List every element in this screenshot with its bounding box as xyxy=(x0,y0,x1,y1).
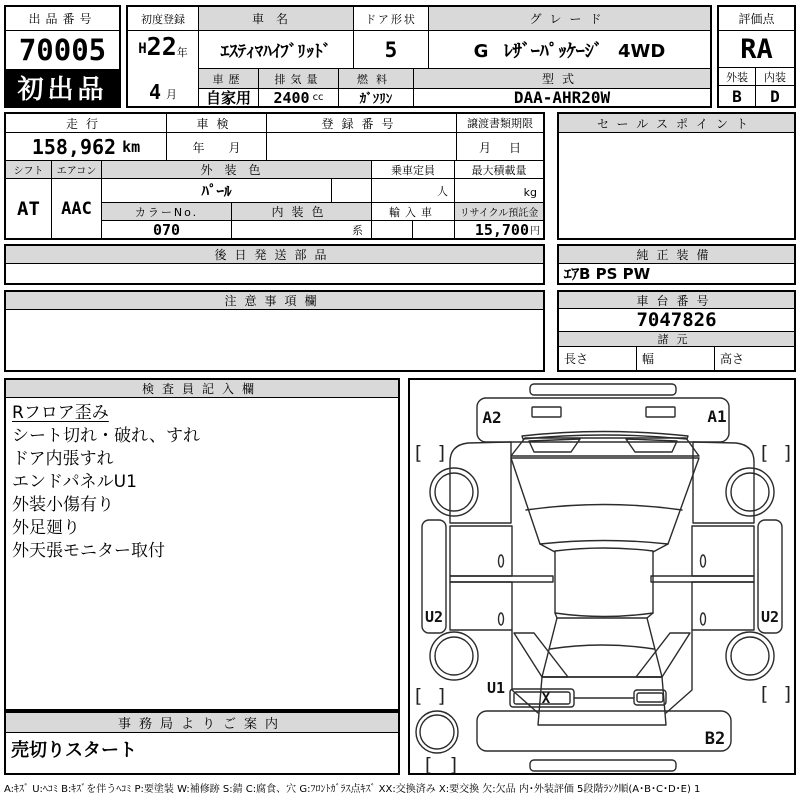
front-wheel-left xyxy=(430,468,478,516)
door-handle-right-rear xyxy=(701,613,706,625)
inspection-year-label: 年 xyxy=(192,141,205,155)
recycle-value-cell xyxy=(455,221,543,238)
capacity-value: 人 xyxy=(372,179,455,203)
lot-number: 70005 xyxy=(18,33,107,67)
pillar-connectors-rear xyxy=(555,613,653,618)
specs-length-label: 長さ xyxy=(559,347,637,370)
capacity-header: 乗車定員 xyxy=(372,161,455,179)
displacement-value-cell xyxy=(259,89,339,106)
mileage-value-cell xyxy=(6,133,167,161)
damage-code-legend: A:ｷｽﾞ U:ﾍｺﾐ B:ｷｽﾞを伴うﾍｺﾐ P:要塗装 W:補修跡 S:錆 C:腐食、穴 G:ﾌﾛﾝﾄｶﾞﾗｽ点ｷｽﾞ XX:交換済み X:要交換 欠:欠品 内･外装評価 5段階ﾗﾝｸ順(A･B･C･D･E) 1 xyxy=(4,784,701,795)
grade-value: G ﾚｻﾞｰﾊﾟｯｹｰｼﾞ 4WD xyxy=(429,31,710,69)
recycle-header: リサイクル預託金 xyxy=(455,203,543,221)
specs-height-label: 高さ xyxy=(720,352,745,366)
caution-value xyxy=(6,310,543,370)
interior-color-value: 系 xyxy=(232,221,372,238)
rear-wheel-left-inner xyxy=(435,637,473,675)
bracket-mark: [ xyxy=(758,683,770,705)
car-name-value: ｴｽﾃｨﾏﾊｲﾌﾞﾘｯﾄﾞ xyxy=(199,31,354,69)
specs-width-label: 幅 xyxy=(637,347,715,370)
wiper-right xyxy=(626,439,677,452)
roof-strip xyxy=(530,384,676,395)
bracket-mark: ] xyxy=(782,442,794,464)
damage-marker-a1: A1 xyxy=(707,407,727,426)
exterior-color-value: ﾊﾟｰﾙ xyxy=(102,179,332,203)
door-handle-left-front xyxy=(499,555,504,567)
lot-number-header: 出品番号 xyxy=(6,7,119,31)
import-car-cell-1 xyxy=(372,221,413,238)
spare-tire-inner xyxy=(420,715,454,749)
first-reg-month-unit: 月 xyxy=(166,88,178,101)
score-block xyxy=(717,5,796,108)
first-listing-badge: 初出品 xyxy=(6,69,119,106)
office-notice-block xyxy=(4,711,400,775)
aircon-value: AAC xyxy=(52,179,102,238)
registration-number-value xyxy=(267,133,457,161)
later-parts-header: 後日発送部品 xyxy=(6,246,543,264)
mileage-header: 走行 xyxy=(6,114,167,133)
first-reg-year: 22 xyxy=(146,32,177,61)
bracket-mark: ] xyxy=(448,754,460,773)
bracket-mark: ] xyxy=(782,683,794,705)
displacement-value: 2400 xyxy=(273,89,310,106)
aircon-header: エアコン xyxy=(52,161,102,179)
front-door-right xyxy=(692,526,754,576)
fuel-header: 燃料 xyxy=(339,69,414,89)
exterior-color-header: 外装色 xyxy=(102,161,372,179)
caution-header: 注意事項欄 xyxy=(6,292,543,310)
taillight-right-outer xyxy=(634,690,666,705)
bracket-mark: [ xyxy=(412,442,424,464)
bracket-mark: [ xyxy=(422,754,434,773)
exterior-color-sub-cell xyxy=(332,179,372,203)
inspector-note-line: シート切れ・破れ、すれ xyxy=(12,426,201,446)
color-no-value: 070 xyxy=(102,221,232,238)
front-door-left xyxy=(450,526,512,576)
inspector-note-line: 外装小傷有り xyxy=(12,495,114,515)
inspector-block xyxy=(4,378,400,711)
rear-wheel-left xyxy=(430,632,478,680)
bracket-mark: [ xyxy=(412,685,424,707)
door-handle-left-rear xyxy=(499,613,504,625)
inspector-note-line: 外足廻り xyxy=(12,518,80,538)
taillight-right-inner xyxy=(637,693,663,702)
car-damage-diagram xyxy=(410,380,794,773)
quarter-panel-right xyxy=(636,633,690,677)
registration-number-header: 登録番号 xyxy=(267,114,457,133)
rear-window-curve xyxy=(550,645,654,649)
max-load-header: 最大積載量 xyxy=(455,161,543,179)
inspection-header: 車検 xyxy=(167,114,267,133)
max-load-value: kg xyxy=(455,179,543,203)
bottom-strip xyxy=(530,760,676,771)
tailgate xyxy=(538,677,666,725)
inspector-note-line: ドア内張すれ xyxy=(12,449,114,469)
bracket-mark: [ xyxy=(758,442,770,464)
rear-bumper-outline xyxy=(477,711,731,751)
score-header: 評価点 xyxy=(719,7,794,31)
quarter-panel-left xyxy=(514,633,568,677)
first-reg-month: 4 xyxy=(148,80,162,104)
chassis-no-value: 7047826 xyxy=(559,309,794,332)
cabin-floor xyxy=(555,548,653,617)
model-code-value: DAA-AHR20W xyxy=(513,89,611,106)
chassis-no-header: 車台番号 xyxy=(559,292,794,309)
first-registration-value xyxy=(128,31,199,106)
interior-color-header: 内装色 xyxy=(232,203,372,221)
history-header: 車歴 xyxy=(199,69,259,89)
bracket-mark: ] xyxy=(436,685,448,707)
first-reg-era: H xyxy=(138,41,147,57)
sales-point-block xyxy=(557,112,796,240)
rear-wheel-right xyxy=(726,632,774,680)
displacement-unit: cc xyxy=(312,92,324,103)
mileage-unit: km xyxy=(122,137,141,156)
chassis-block xyxy=(557,290,796,372)
exterior-score-value: B xyxy=(719,86,756,106)
roof-panel xyxy=(511,458,699,544)
front-plate-right xyxy=(646,407,675,417)
shift-header: シフト xyxy=(6,161,52,179)
deadline-day-label: 日 xyxy=(509,141,522,155)
door-shape-header: ドア形状 xyxy=(354,7,429,31)
sales-point-header: セールスポイント xyxy=(559,114,794,133)
mileage-block xyxy=(4,112,545,240)
door-shape-value: 5 xyxy=(354,31,429,69)
damage-marker-a2: A2 xyxy=(482,408,502,427)
transfer-deadline-header: 譲渡書類期限 xyxy=(457,114,543,133)
interior-score-header: 内装 xyxy=(756,68,794,86)
damage-marker-u1: U1 xyxy=(486,679,506,697)
transfer-deadline-value xyxy=(457,133,543,161)
vehicle-info-block xyxy=(126,5,712,108)
inspector-note-line: エンドパネルU1 xyxy=(12,472,137,492)
later-parts-block xyxy=(4,244,545,285)
displacement-header: 排気量 xyxy=(259,69,339,89)
office-notice-value: 売切りスタート xyxy=(11,740,137,761)
damage-diagram-block xyxy=(408,378,796,775)
door-handle-right-front xyxy=(701,555,706,567)
import-car-cell-2 xyxy=(413,221,455,238)
inspection-value xyxy=(167,133,267,161)
front-wheel-right xyxy=(726,468,774,516)
interior-score-value: D xyxy=(770,86,780,106)
later-parts-value xyxy=(6,264,543,283)
first-registration-header: 初度登録 xyxy=(128,7,199,31)
bracket-mark: ] xyxy=(436,442,448,464)
office-notice-header: 事務局よりご案内 xyxy=(6,713,398,733)
oem-equipment-block xyxy=(557,244,796,285)
sales-point-value xyxy=(559,133,794,238)
model-code-header: 型式 xyxy=(414,69,710,89)
front-plate-left xyxy=(532,407,561,417)
recycle-unit: 円 xyxy=(530,226,540,237)
exterior-score-header: 外装 xyxy=(719,68,756,86)
deadline-month-label: 月 xyxy=(478,141,491,155)
grade-header: グレード xyxy=(429,7,710,31)
car-name-header: 車名 xyxy=(199,7,354,31)
damage-marker-u2-left: U2 xyxy=(424,608,444,626)
mileage-value: 158,962 xyxy=(31,134,117,159)
first-reg-year-unit: 年 xyxy=(176,46,188,59)
spare-tire xyxy=(416,711,458,753)
inspector-notes xyxy=(6,398,398,709)
fuel-value: ｶﾞｿﾘﾝ xyxy=(339,89,414,106)
lot-block xyxy=(4,5,121,108)
import-car-header: 輸入車 xyxy=(372,203,455,221)
door-rail-left xyxy=(450,576,553,582)
shift-value: AT xyxy=(6,179,52,238)
damage-marker-u2-right: U2 xyxy=(760,608,780,626)
damage-marker-x: X xyxy=(541,691,551,707)
front-wheel-left-inner xyxy=(435,473,473,511)
recycle-value: 15,700 xyxy=(474,221,529,238)
inspector-note-line: Rフロア歪み xyxy=(12,403,109,423)
rear-wheel-right-inner xyxy=(731,637,769,675)
front-wheel-right-inner xyxy=(731,473,769,511)
wiper-left xyxy=(529,439,580,452)
roof-curve-line xyxy=(526,505,682,511)
history-value: 自家用 xyxy=(199,89,259,106)
inspector-note-line: 外天張モニター取付 xyxy=(12,541,165,561)
door-rail-right xyxy=(651,576,754,582)
score-value: RA xyxy=(719,31,794,68)
inspection-month-label: 月 xyxy=(228,141,241,155)
oem-equipment-value: ｴｱB PS PW xyxy=(564,265,651,283)
damage-marker-b2: B2 xyxy=(704,729,726,749)
inspector-header: 検査員記入欄 xyxy=(6,380,398,398)
caution-block xyxy=(4,290,545,372)
color-no-header: カラーNo. xyxy=(102,203,232,221)
oem-equipment-header: 純正装備 xyxy=(559,246,794,264)
specs-header: 諸元 xyxy=(559,332,794,347)
